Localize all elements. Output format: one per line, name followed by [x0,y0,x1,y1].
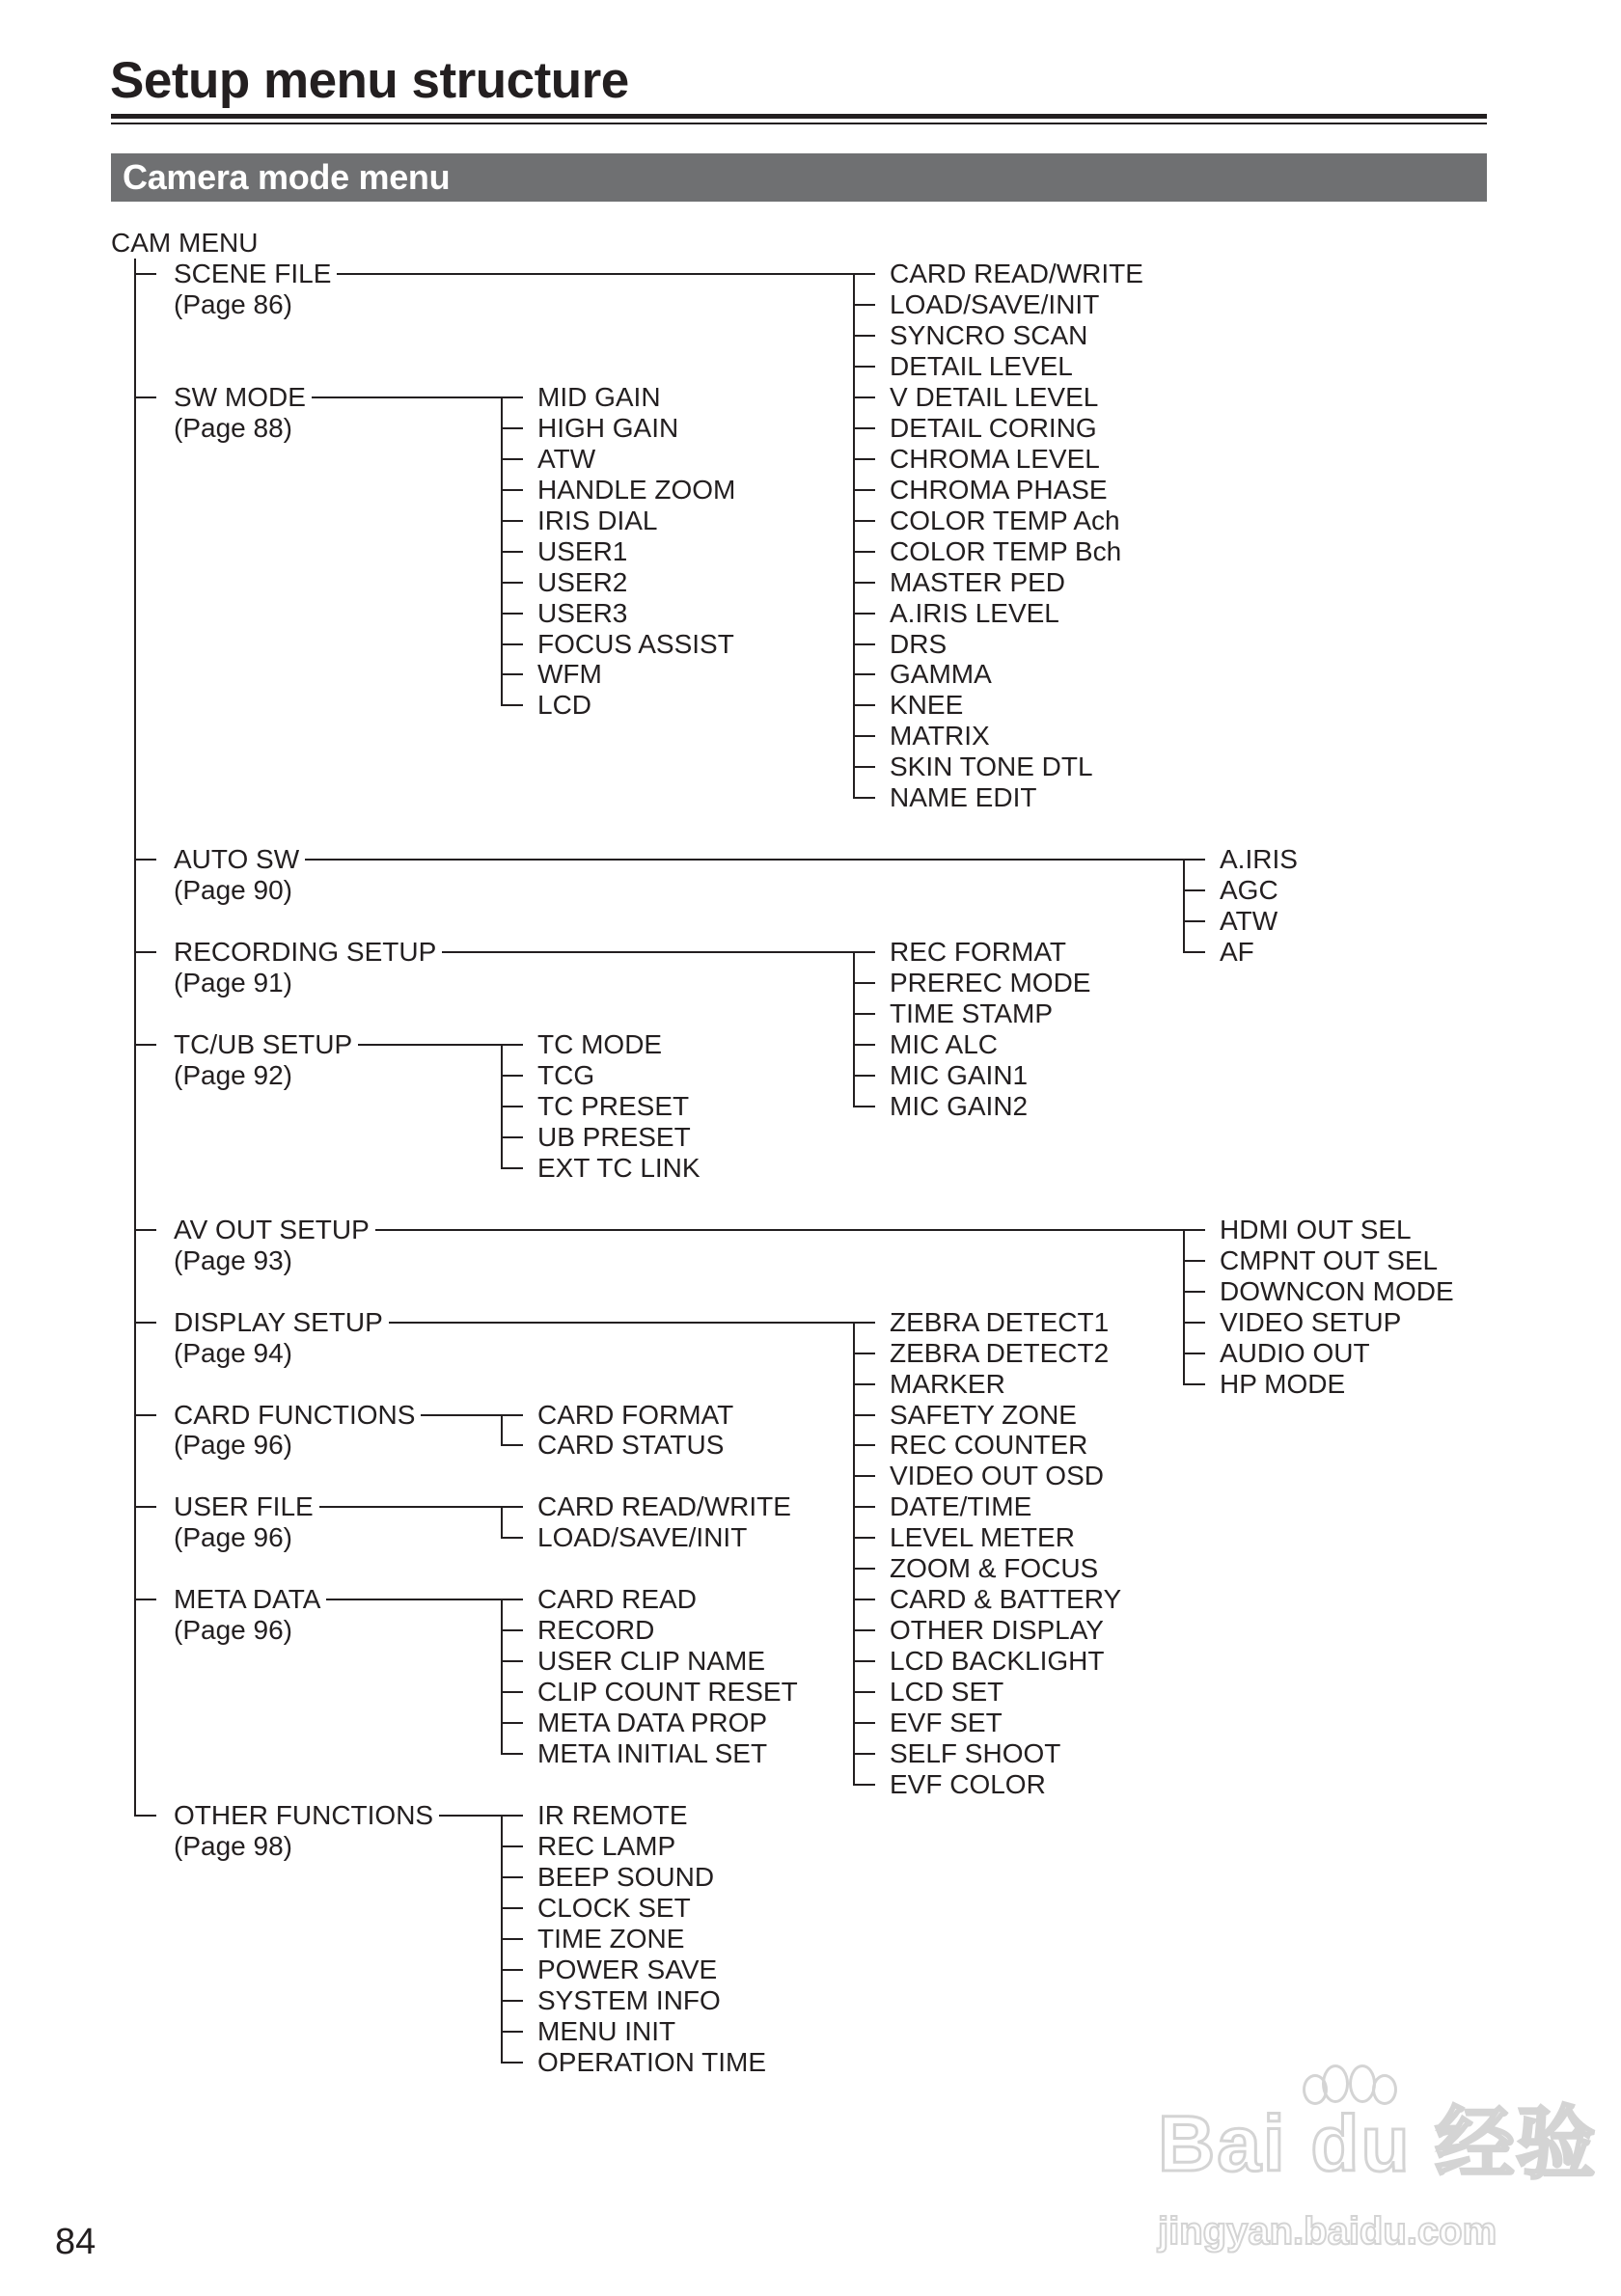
submenu-tick [853,1106,875,1107]
submenu-tick [1183,1260,1205,1262]
page-reference: (Page 96) [174,1522,292,1553]
page-reference: (Page 92) [174,1059,292,1090]
submenu-tick [853,489,875,491]
menu-item-label: SW MODE [174,381,306,412]
menu-item-label: TC/UB SETUP [174,1029,353,1059]
submenu-item: LOAD/SAVE/INIT [537,1522,748,1553]
page-reference: (Page 93) [174,1244,292,1275]
submenu-connector-line [375,1229,1183,1231]
page-number: 84 [55,2222,96,2262]
submenu-tick [1183,951,1205,953]
submenu-tick [853,673,875,675]
submenu-tick [853,1044,875,1046]
submenu-tick [853,1784,875,1786]
submenu-tick [501,2062,523,2064]
submenu-tick [1183,1322,1205,1324]
submenu-tick [853,1568,875,1570]
branch-tick [134,1599,156,1600]
submenu-tick [853,1353,875,1354]
submenu-item: AF [1220,937,1254,968]
submenu-tick [853,427,875,429]
submenu-vertical-line [1183,1229,1185,1385]
submenu-tick [853,1075,875,1077]
submenu-tick [501,1660,523,1662]
branch-tick [134,1044,156,1046]
branch-tick [134,1229,156,1231]
submenu-tick [501,458,523,460]
submenu-tick [501,1938,523,1940]
submenu-item: VIDEO SETUP [1220,1306,1402,1337]
submenu-item: EVF SET [890,1708,1003,1738]
submenu-item: DETAIL LEVEL [890,350,1073,381]
submenu-tick [853,1506,875,1508]
submenu-item: LCD [537,690,592,721]
submenu-tick [1183,859,1205,861]
trunk-connector-line [134,259,136,1817]
page-reference: (Page 91) [174,968,292,998]
submenu-tick [853,1537,875,1539]
submenu-item: TIME ZONE [537,1923,685,1954]
submenu-item: A.IRIS LEVEL [890,597,1059,628]
submenu-tick [501,643,523,645]
submenu-tick [853,982,875,984]
submenu-item: PREREC MODE [890,968,1091,998]
submenu-item: SYNCRO SCAN [890,319,1088,350]
submenu-item: REC COUNTER [890,1430,1088,1461]
submenu-connector-line [312,396,501,398]
submenu-item: CHROMA PHASE [890,474,1108,505]
submenu-item: COLOR TEMP Ach [890,505,1120,535]
submenu-item: HDMI OUT SEL [1220,1214,1412,1244]
submenu-item: CARD READ/WRITE [537,1491,791,1522]
submenu-tick [501,1845,523,1847]
submenu-item: TC PRESET [537,1090,690,1121]
submenu-tick [853,1383,875,1385]
submenu-item: MID GAIN [537,381,661,412]
submenu-tick [853,273,875,275]
page-reference: (Page 96) [174,1430,292,1461]
submenu-tick [1183,1291,1205,1293]
submenu-vertical-line [1183,859,1185,953]
submenu-tick [1183,889,1205,891]
submenu-tick [501,1815,523,1817]
menu-item-label: SCENE FILE [174,259,332,288]
submenu-tick [501,1044,523,1046]
submenu-item: FOCUS ASSIST [537,628,734,659]
submenu-item: HP MODE [1220,1368,1346,1399]
submenu-tick [1183,1353,1205,1354]
submenu-item: REC FORMAT [890,937,1067,968]
submenu-tick [853,704,875,706]
submenu-vertical-line [501,1599,503,1755]
submenu-item: SYSTEM INFO [537,1984,721,2015]
submenu-item: CARD READ/WRITE [890,259,1143,288]
submenu-item: MENU INIT [537,2015,676,2046]
submenu-item: A.IRIS [1220,844,1298,875]
submenu-tick [501,1691,523,1693]
submenu-item: DOWNCON MODE [1220,1275,1454,1306]
submenu-tick [1183,1229,1205,1231]
submenu-item: META INITIAL SET [537,1738,768,1769]
submenu-item: SKIN TONE DTL [890,752,1093,782]
submenu-item: GAMMA [890,659,992,690]
submenu-tick [1183,920,1205,922]
submenu-item: DETAIL CORING [890,412,1097,443]
submenu-tick [501,396,523,398]
menu-item-label: AV OUT SETUP [174,1214,370,1244]
submenu-item: EVF COLOR [890,1769,1046,1800]
submenu-tick [501,2000,523,2002]
submenu-item: ZEBRA DETECT2 [890,1337,1110,1368]
menu-root: CAM MENU [111,228,259,258]
page-reference: (Page 98) [174,1830,292,1861]
submenu-tick [501,613,523,615]
submenu-item: BEEP SOUND [537,1861,715,1892]
submenu-tick [501,1506,523,1508]
submenu-tick [853,735,875,737]
submenu-item: MIC ALC [890,1029,999,1059]
submenu-tick [853,520,875,522]
submenu-connector-line [319,1506,501,1508]
submenu-tick [853,1691,875,1693]
submenu-item: CARD FORMAT [537,1399,734,1430]
submenu-item: WFM [537,659,602,690]
submenu-item: RECORD [537,1615,655,1646]
submenu-tick [501,582,523,584]
submenu-tick [853,1722,875,1724]
section-title: Camera mode menu [123,157,451,197]
submenu-item: ATW [537,443,596,474]
submenu-item: SELF SHOOT [890,1738,1061,1769]
submenu-item: USER2 [537,566,628,597]
submenu-item: ZOOM & FOCUS [890,1553,1099,1584]
branch-tick [134,951,156,953]
branch-tick [134,1322,156,1324]
submenu-connector-line [305,859,1183,861]
branch-tick [134,1815,156,1817]
submenu-tick [501,1537,523,1539]
submenu-tick [853,1629,875,1631]
submenu-item: LEVEL METER [890,1522,1075,1553]
submenu-item: LCD SET [890,1677,1004,1708]
menu-item-label: USER FILE [174,1491,314,1522]
submenu-tick [853,551,875,553]
submenu-tick [853,1599,875,1600]
submenu-item: HANDLE ZOOM [537,474,736,505]
submenu-tick [1183,1383,1205,1385]
submenu-item: AUDIO OUT [1220,1337,1370,1368]
submenu-item: USER1 [537,535,628,566]
watermark-brand-text: Bai du 经验 [1158,2100,1598,2188]
branch-tick [134,1414,156,1416]
submenu-vertical-line [501,1414,503,1447]
submenu-item: MIC GAIN2 [890,1090,1029,1121]
submenu-item: ATW [1220,906,1278,937]
submenu-item: OPERATION TIME [537,2046,766,2077]
submenu-item: MIC GAIN1 [890,1059,1029,1090]
submenu-item: VIDEO OUT OSD [890,1461,1104,1491]
submenu-item: SAFETY ZONE [890,1399,1077,1430]
submenu-tick [853,366,875,368]
watermark-url-text: jingyan.baidu.com [1158,2210,1497,2253]
submenu-tick [853,396,875,398]
submenu-item: DRS [890,628,948,659]
submenu-tick [501,551,523,553]
submenu-item: EXT TC LINK [537,1152,701,1183]
submenu-tick [853,1414,875,1416]
submenu-item: MATRIX [890,721,990,752]
submenu-tick [853,643,875,645]
submenu-item: USER3 [537,597,628,628]
submenu-vertical-line [853,951,855,1107]
page-title: Setup menu structure [110,52,629,109]
submenu-tick [501,1075,523,1077]
submenu-tick [853,1013,875,1015]
submenu-item: NAME EDIT [890,782,1037,813]
submenu-connector-line [389,1322,853,1324]
submenu-connector-line [326,1599,501,1600]
submenu-tick [853,1322,875,1324]
submenu-tick [853,1444,875,1446]
submenu-tick [501,1414,523,1416]
submenu-tick [501,1907,523,1909]
page-reference: (Page 90) [174,875,292,906]
submenu-item: DATE/TIME [890,1491,1032,1522]
submenu-connector-line [442,951,853,953]
submenu-connector-line [421,1414,501,1416]
menu-item-label: META DATA [174,1584,321,1615]
submenu-tick [853,1660,875,1662]
submenu-tick [501,489,523,491]
submenu-tick [501,2031,523,2033]
submenu-item: LOAD/SAVE/INIT [890,288,1100,319]
branch-tick [134,273,156,275]
submenu-tick [853,1475,875,1477]
submenu-tick [853,797,875,799]
submenu-item: OTHER DISPLAY [890,1615,1104,1646]
submenu-item: UB PRESET [537,1121,691,1152]
submenu-item: MASTER PED [890,566,1066,597]
submenu-item: IR REMOTE [537,1800,688,1830]
submenu-vertical-line [853,1322,855,1786]
submenu-item: META DATA PROP [537,1708,768,1738]
submenu-item: LCD BACKLIGHT [890,1646,1105,1677]
submenu-tick [853,458,875,460]
menu-item-label: RECORDING SETUP [174,937,437,968]
page-reference: (Page 94) [174,1337,292,1368]
menu-item-label: CARD FUNCTIONS [174,1399,416,1430]
submenu-tick [501,1106,523,1107]
page-reference: (Page 86) [174,288,292,319]
menu-item-label: AUTO SW [174,844,300,875]
submenu-item: TC MODE [537,1029,663,1059]
submenu-item: CARD STATUS [537,1430,725,1461]
submenu-item: MARKER [890,1368,1005,1399]
baidu-watermark-logo [1158,2064,1611,2277]
submenu-vertical-line [501,1506,503,1539]
submenu-tick [501,673,523,675]
page-reference: (Page 96) [174,1615,292,1646]
submenu-item: HIGH GAIN [537,412,679,443]
submenu-tick [501,1167,523,1169]
submenu-tick [853,582,875,584]
submenu-tick [853,951,875,953]
submenu-item: CMPNT OUT SEL [1220,1244,1439,1275]
menu-item-label: DISPLAY SETUP [174,1306,383,1337]
submenu-item: KNEE [890,690,964,721]
submenu-item: POWER SAVE [537,1954,718,1984]
submenu-vertical-line [853,273,855,799]
submenu-item: CHROMA LEVEL [890,443,1100,474]
submenu-item: TCG [537,1059,595,1090]
submenu-tick [501,1444,523,1446]
submenu-tick [853,613,875,615]
page-reference: (Page 88) [174,412,292,443]
submenu-tick [501,1969,523,1971]
submenu-tick [501,427,523,429]
submenu-tick [853,335,875,337]
submenu-item: USER CLIP NAME [537,1646,765,1677]
branch-tick [134,1506,156,1508]
submenu-connector-line [358,1044,501,1046]
submenu-item: IRIS DIAL [537,505,658,535]
submenu-item: CARD READ [537,1584,697,1615]
submenu-tick [853,766,875,768]
branch-tick [134,396,156,398]
submenu-tick [853,304,875,306]
submenu-tick [501,1876,523,1878]
submenu-item: COLOR TEMP Bch [890,535,1122,566]
submenu-tick [501,520,523,522]
submenu-tick [853,1753,875,1755]
submenu-item: REC LAMP [537,1830,676,1861]
submenu-item: ZEBRA DETECT1 [890,1306,1110,1337]
submenu-tick [501,1599,523,1600]
submenu-item: CARD & BATTERY [890,1584,1122,1615]
branch-tick [134,859,156,861]
submenu-tick [501,704,523,706]
submenu-item: V DETAIL LEVEL [890,381,1099,412]
submenu-tick [501,1753,523,1755]
menu-item-label: OTHER FUNCTIONS [174,1800,434,1830]
submenu-tick [501,1722,523,1724]
submenu-tick [501,1629,523,1631]
submenu-tick [501,1136,523,1138]
submenu-connector-line [439,1815,501,1817]
submenu-item: AGC [1220,875,1278,906]
submenu-item: CLIP COUNT RESET [537,1677,798,1708]
submenu-connector-line [337,273,853,275]
submenu-item: CLOCK SET [537,1892,691,1923]
submenu-item: TIME STAMP [890,998,1054,1029]
